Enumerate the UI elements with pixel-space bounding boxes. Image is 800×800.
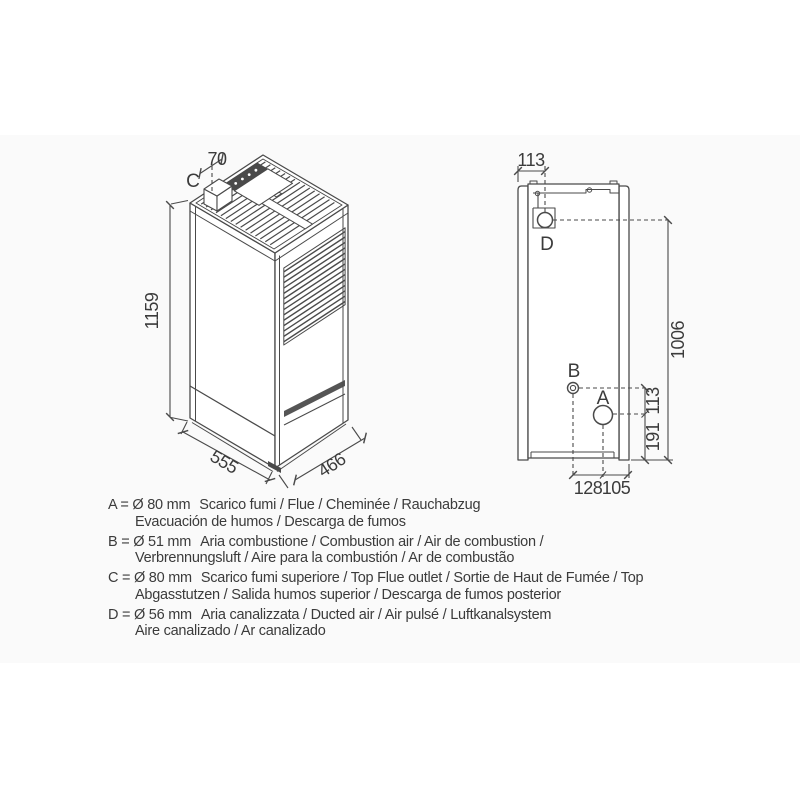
legend [108, 497, 688, 643]
legend-text-c: Scarico fumi superiore / Top Flue outlet / Sortie de Haut de Fumée / Top [200, 570, 644, 586]
ducted-air-port-d [538, 213, 553, 228]
dim-1006: 1006 [668, 320, 688, 360]
label-a: A [596, 388, 610, 409]
rear-right-flange [619, 186, 629, 460]
combustion-air-port-b [568, 383, 579, 394]
legend-text-d: Aria canalizzata / Ducted air / Air pulsé / Luftkanalsystem [200, 606, 552, 623]
label-d: D [540, 234, 554, 255]
label-c: C [186, 171, 200, 192]
label-b: B [567, 361, 581, 382]
dim-555: 555 [206, 445, 242, 478]
legend-entry-b [108, 534, 688, 567]
dim-128: 128 [573, 478, 603, 498]
legend-spec-a: A = Ø 80 mm [108, 497, 191, 513]
legend-text-a2: Evacuación de humos / Descarga de fumos [135, 513, 406, 530]
legend-spec-d: D = Ø 56 mm [108, 606, 192, 623]
legend-text-c2: Abgasstutzen / Salida humos superior / Descarga de fumos posterior [135, 586, 561, 603]
dim-1159: 1159 [142, 292, 162, 330]
dim-113-mid: 113 [643, 387, 663, 415]
dim-466: 466 [314, 448, 350, 482]
legend-entry-a [108, 497, 688, 530]
dim-105: 105 [601, 478, 631, 498]
legend-text-d2: Aire canalizado / Ar canalizado [135, 623, 326, 639]
legend-entry-c [108, 570, 688, 603]
dim-70: 70 [207, 149, 227, 169]
legend-text-b2: Verbrennungsluft / Aire para la combustión / Ar de combustão [135, 550, 515, 566]
legend-entry-d [108, 607, 688, 640]
legend-spec-b: B = Ø 51 mm [108, 533, 192, 550]
dim-191: 191 [643, 422, 663, 452]
legend-spec-c: C = Ø 80 mm [108, 570, 192, 586]
dim-113-top: 113 [517, 150, 545, 170]
legend-text-a: Scarico fumi / Flue / Cheminée / Rauchabzug [199, 497, 481, 513]
isometric-view [190, 155, 348, 473]
legend-text-b: Aria combustione / Combustion air / Air de combustion / [200, 533, 544, 550]
rear-left-flange [518, 186, 528, 460]
